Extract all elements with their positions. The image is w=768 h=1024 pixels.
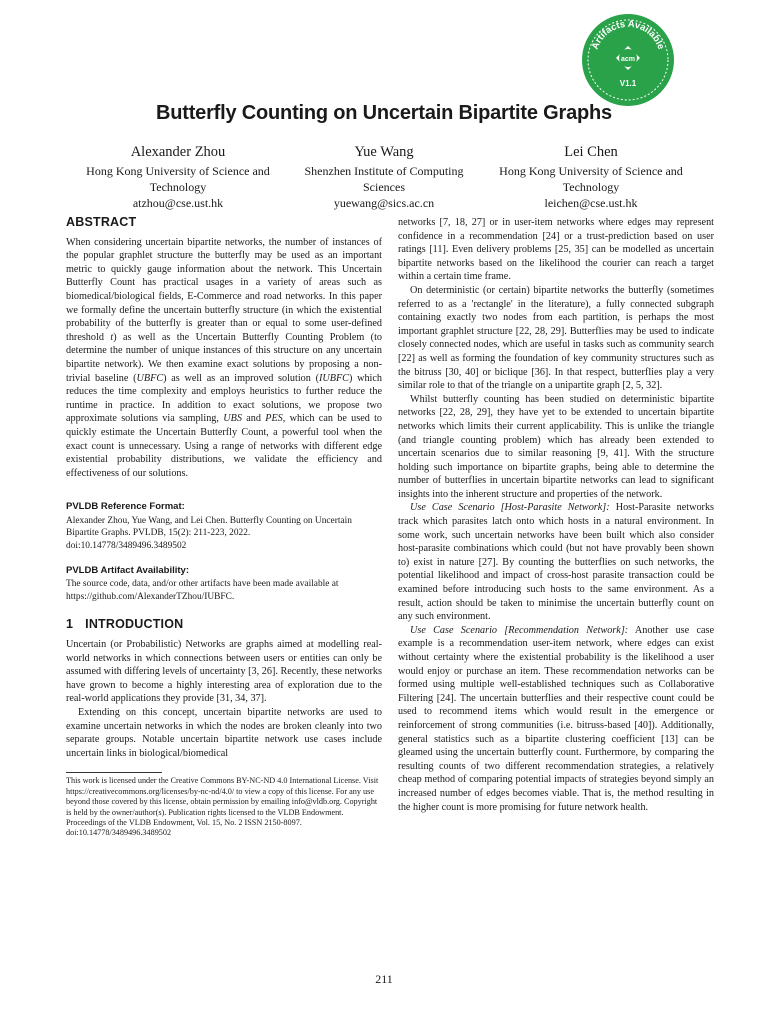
pvldb-artifact-text: The source code, data, and/or other artifacts have been made available at https://github.com/AlexanderTZhou/IUBFC.: [66, 579, 339, 602]
pvldb-artifact-heading: PVLDB Artifact Availability:: [66, 564, 189, 576]
footnote-doi: doi:10.14778/3489496.3489502: [66, 828, 172, 838]
abstract-heading: ABSTRACT: [66, 215, 137, 229]
artifacts-available-badge: [580, 12, 676, 108]
badge-ring-text: Artifacts Available: [589, 18, 667, 52]
pvldb-reference-heading: PVLDB Reference Format:: [66, 501, 185, 513]
author-block-3: [476, 144, 706, 211]
svg-text:acm: acm: [620, 56, 636, 63]
pvldb-reference-doi[interactable]: doi:10.14778/3489496.3489502: [66, 541, 187, 552]
author-block-1: [64, 144, 292, 211]
page-number: 211: [375, 972, 393, 986]
proceedings-footnote: Proceedings of the VLDB Endowment, Vol. 15, No. 2 ISSN 2150-8097.: [66, 818, 302, 827]
body-paragraph: Whilst butterfly counting has been studied on deterministic bipartite networks [22, 28, 29], they have yet to be extended to uncertain bipartite networks which limits their current applicability. This is unlike the triangle (and triangle counting problem) which has already been extended to uncertain scenarios due to similar reasoning [9, 41]. With the structure holding such importance on bipartite graphs, being able to determine the number of butterflies in uncertain bipartite networks can lead to significant insights into the inherent structure and properties of the network.: [398, 393, 714, 500]
author-email[interactable]: atzhou@cse.ust.hk: [132, 196, 224, 210]
author-name: Alexander Zhou: [130, 144, 226, 160]
intro-paragraph: Uncertain (or Probabilistic) Networks are graphs aimed at modelling real-world networks in which connections between users or entities can only be assumed with differing levels of uncertainty [3, 26]. Recently, these networks have grown to become a highly interesting area of exploration due to the real-world applications they provide [31, 34, 37].: [66, 639, 382, 705]
author-affiliation: Hong Kong University of Science and: [86, 164, 270, 178]
pvldb-reference-text: Alexander Zhou, Yue Wang, and Lei Chen. Butterfly Counting on Uncertain Bipartite Graphs. PVLDB, 15(2): 211-223, 2022.: [66, 515, 352, 539]
right-column: [398, 216, 714, 814]
footnote-divider: [66, 772, 162, 773]
author-name: Lei Chen: [564, 144, 618, 160]
author-affiliation: Shenzhen Institute of Computing: [304, 164, 464, 178]
intro-paragraph: Extending on this concept, uncertain bipartite networks are used to examine uncertain networks in which the nodes are broken cleanly into two separate groups. Notable uncertain bipartite network use cases include uncertain links in biological/biomedical: [66, 707, 382, 759]
body-paragraph: networks [7, 18, 27] or in user-item networks where edges may represent confidence in a recommendation [24] or a trust-prediction based on user ratings [11]. Even delivery problems [25, 35] can be modelled as uncertain bipartite networks based on the likelihood the courier can reach a target within a certain time frame.: [398, 217, 714, 283]
left-column: [66, 216, 382, 839]
license-footnote: This work is licensed under the Creative Commons BY-NC-ND 4.0 International License. Visit https://creativecommons.org/licenses/by-nc-nd/4.0/ to view a copy of this license. For any use beyond those covered by this license, obtain permission by emailing info@vldb.org. Copyright is held by the owner/author(s). Publication rights licensed to the VLDB Endowment.: [66, 776, 379, 817]
use-case-host-parasite: Use Case Scenario [Host-Parasite Network]: Host-Parasite networks track which parasites latch onto which hosts in a natural environment. In some work, such uncertain networks have been built which also consider host-parasite combinations which could (but not have provably been shown to) exist in nature [27]. By counting the butterflies on such networks, the potential likelihood and impact of cross-host parasite transaction could be examined before introducing such hosts to the same environment. As a result, action should be taken to minimise the uncertain butterfly count on any such environment.: [398, 502, 715, 623]
abstract-paragraph: When considering uncertain bipartite networks, the number of instances of the popular graphlet structure the butterfly may be used as an important metric to quickly gauge information about the network. This Uncertain Butterfly Count has practical usages in a variety of areas such as biomedical/biological fields, E-Commerce and road networks. In this paper we formally define the uncertain butterfly structure (in which the existential probability of the butterfly is greater than or equal to some user-defined threshold t) as well as the Uncertain Butterfly Counting Problem (to determine the number of unique instances of this structure on any uncertain bipartite network). We then examine exact solutions by proposing a non-trivial baseline (UBFC) as well as an improved solution (IUBFC) which reduces the time complexity and employs heuristics to further reduce the runtime in practice. In addition to exact solutions, we propose two approximate solutions via sampling, UBS and PES, which can be used to quickly estimate the Uncertain Butterfly Count, a powerful tool when the exact count is unnecessary. Using a range of networks with different edge existential probability distributions, we validate the efficiency and effectiveness of our solutions.: [66, 236, 383, 479]
use-case-recommendation: Use Case Scenario [Recommendation Network]: Another use case example is a recommendation user-item network, where edges can exist without certainty where the existential probability is the likelihood a user would enjoy or purchase an item. These recommendation networks can be formed using multiple well-established techniques such as Collaborative Filtering [24]. The uncertain butterflies and their respective count could be used to recommend items which would result in the emergence or reinforcement of strong communities (i.e. bitruss-based [40]). Additionally, general statistics such as a bipartite clustering coefficient [13] can be gleamed using the uncertain butterfly count. Furthermore, by comparing the resulting counts of two different recommendation strategies, a relatively cheap method of comparing potential impacts of strategies beyond simply an increased number of edges becomes viable. That is, the method resulting in the higher count is more promising for future network health.: [398, 624, 714, 813]
badge-version: V1.1: [619, 79, 637, 88]
author-block-2: [276, 144, 492, 211]
author-name: Yue Wang: [354, 144, 414, 160]
author-email[interactable]: yuewang@sics.ac.cn: [333, 196, 435, 210]
author-affiliation: Technology: [149, 180, 207, 194]
paper-title: Butterfly Counting on Uncertain Bipartite Graphs: [156, 102, 612, 124]
body-paragraph: On deterministic (or certain) bipartite networks the butterfly (sometimes referred to as a 'rectangle' in the literature), a fully connected subgraph containing exactly two nodes from each partition, is perhaps the most important graphlet structure [22, 28, 29]. Butterflies may be used to indicate closely connected nodes, which are useful in tasks such as community search [22] as well as forming the foundation of key community structures such as the bitruss [30, 40] or biclique [36]. In that respect, butterflies play a very similar role to that of the triangle on a unipartite graph [2, 5, 32].: [398, 284, 714, 392]
author-email[interactable]: leichen@cse.ust.hk: [544, 196, 638, 210]
introduction-heading: 1 INTRODUCTION: [66, 617, 184, 632]
author-affiliation: Sciences: [363, 180, 405, 194]
author-affiliation: Hong Kong University of Science and: [499, 164, 683, 178]
author-affiliation: Technology: [562, 180, 620, 194]
